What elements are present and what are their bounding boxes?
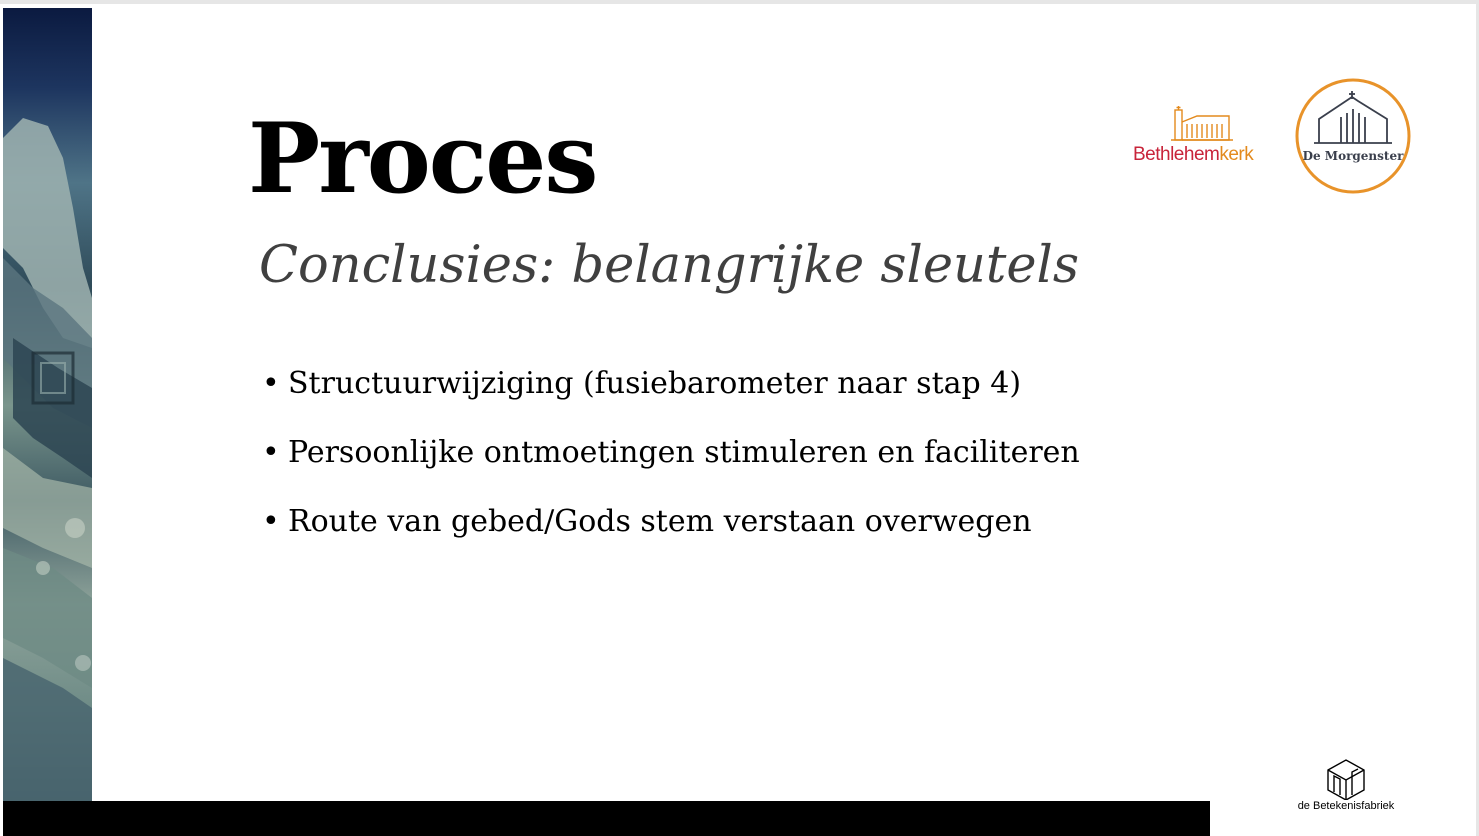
bullet-marker: • xyxy=(262,435,280,470)
bottom-bar xyxy=(3,801,1210,836)
bullet-marker: • xyxy=(262,504,280,539)
side-photo-art xyxy=(3,8,92,803)
slide-subtitle: Conclusies: belangrijke sleutels xyxy=(259,236,1080,295)
bullet-marker: • xyxy=(262,366,280,401)
bethlehemkerk-logo xyxy=(1131,104,1276,168)
betekenisfabriek-logo xyxy=(1288,756,1404,818)
bullet-text: Route van gebed/Gods stem verstaan overwegen xyxy=(288,504,1032,539)
bullet-list xyxy=(262,356,1080,563)
morgenster-label: De Morgenster xyxy=(1302,149,1404,163)
slide-title: Proces xyxy=(248,102,597,215)
side-photo-strip xyxy=(3,8,92,803)
bethlehemkerk-wordmark-part1: Bethlehem xyxy=(1133,144,1220,165)
bullet-item xyxy=(262,494,1080,563)
bullet-text: Persoonlijke ontmoetingen stimuleren en faciliteren xyxy=(288,435,1080,470)
bullet-item xyxy=(262,356,1080,425)
bullet-text: Structuurwijziging (fusiebarometer naar stap 4) xyxy=(288,366,1022,401)
bethlehemkerk-wordmark-part2: kerk xyxy=(1219,144,1254,165)
bullet-item xyxy=(262,425,1080,494)
betekenisfabriek-label: de Betekenisfabriek xyxy=(1297,800,1395,812)
morgenster-logo xyxy=(1294,77,1412,195)
bethlehemkerk-wordmark xyxy=(1133,144,1253,166)
church-building-icon xyxy=(1131,104,1276,146)
church-outline-icon xyxy=(1294,77,1412,195)
cube-house-icon xyxy=(1288,756,1404,800)
